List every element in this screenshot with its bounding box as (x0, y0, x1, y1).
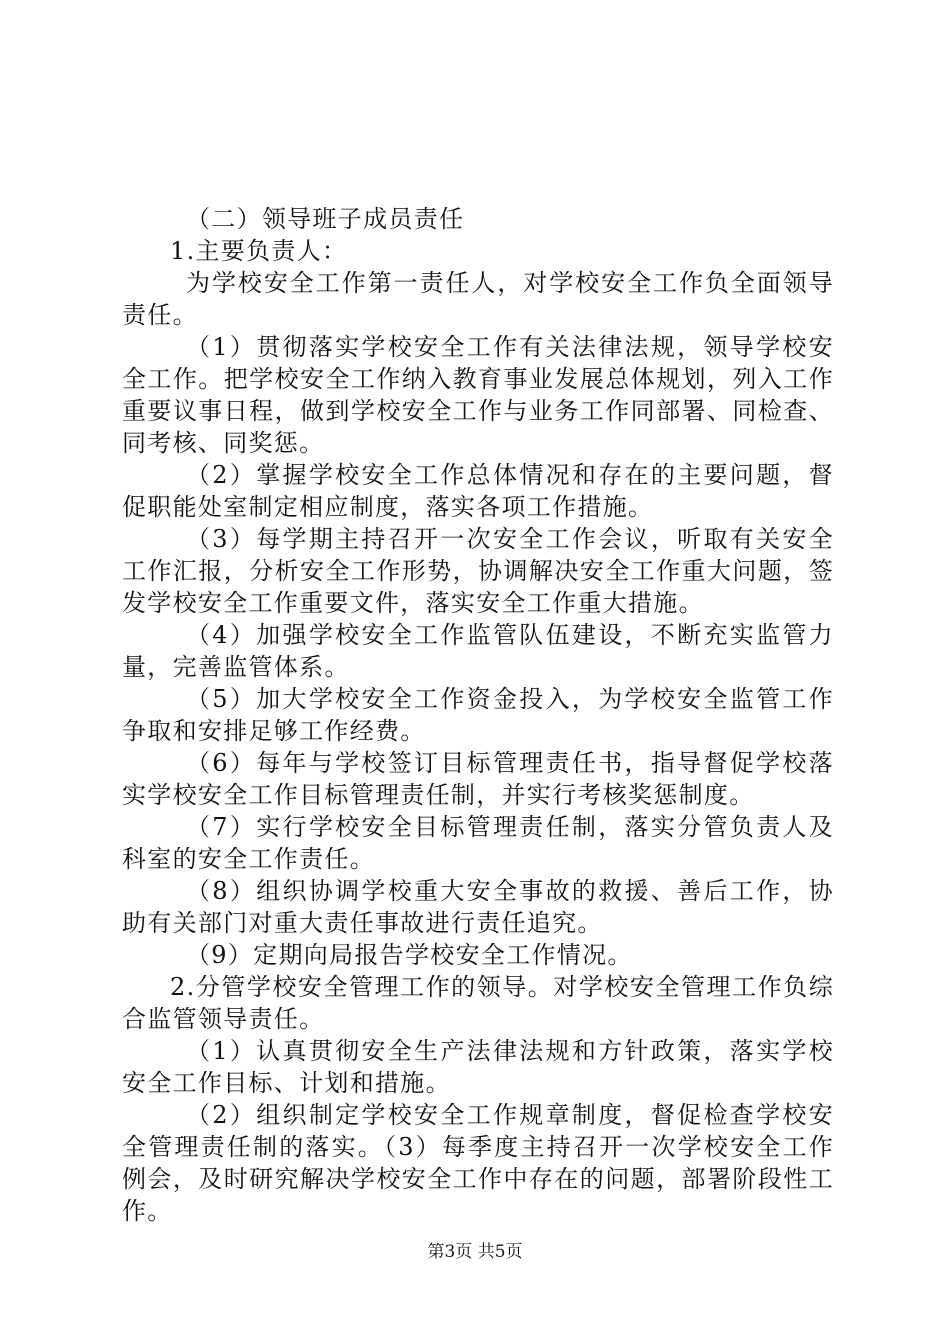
paragraph: （3）每学期主持召开一次安全工作会议，听取有关安全工作汇报，分析安全工作形势，协调解决安全工作重大问题，签发学校安全工作重要文件，落实安全工作重大措施。 (122, 525, 834, 617)
paragraph: （1）贯彻落实学校安全工作有关法律法规，领导学校安全工作。把学校安全工作纳入教育事业发展总体规划，列入工作重要议事日程，做到学校安全工作与业务工作同部署、同检查、同考核、同奖惩。 (122, 333, 834, 457)
paragraph: （7）实行学校安全目标管理责任制，落实分管负责人及科室的安全工作责任。 (122, 813, 834, 873)
document-body (122, 203, 834, 1227)
page-number-footer: 第3页 共5页 (427, 1242, 523, 1262)
paragraph: （8）组织协调学校重大安全事故的救援、善后工作，协助有关部门对重大责任事故进行责任追究。 (122, 877, 834, 937)
paragraph: （6）每年与学校签订目标管理责任书，指导督促学校落实学校安全工作目标管理责任制，并实行考核奖惩制度。 (122, 749, 834, 809)
paragraph: （4）加强学校安全工作监管队伍建设，不断充实监管力量，完善监管体系。 (122, 621, 834, 681)
paragraph: （9）定期向局报告学校安全工作情况。 (186, 941, 633, 969)
subsection-heading-principal: 1.主要负责人： (170, 237, 348, 265)
paragraph: （5）加大学校安全工作资金投入，为学校安全监管工作争取和安排足够工作经费。 (122, 685, 834, 745)
section-heading: （二）领导班子成员责任 (186, 205, 465, 233)
paragraph: （1）认真贯彻安全生产法律法规和方针政策，落实学校安全工作目标、计划和措施。 (122, 1037, 834, 1097)
paragraph: （2）掌握学校安全工作总体情况和存在的主要问题，督促职能处室制定相应制度，落实各项工作措施。 (122, 461, 834, 521)
paragraph: 为学校安全工作第一责任人，对学校安全工作负全面领导责任。 (122, 269, 834, 329)
subsection-heading-supervisor: 2.分管学校安全管理工作的领导。对学校安全管理工作负综合监管领导责任。 (122, 973, 834, 1033)
paragraph: （2）组织制定学校安全工作规章制度，督促检查学校安全管理责任制的落实。（3）每季度主持召开一次学校安全工作例会，及时研究解决学校安全工作中存在的问题，部署阶段性工作。 (122, 1101, 834, 1225)
